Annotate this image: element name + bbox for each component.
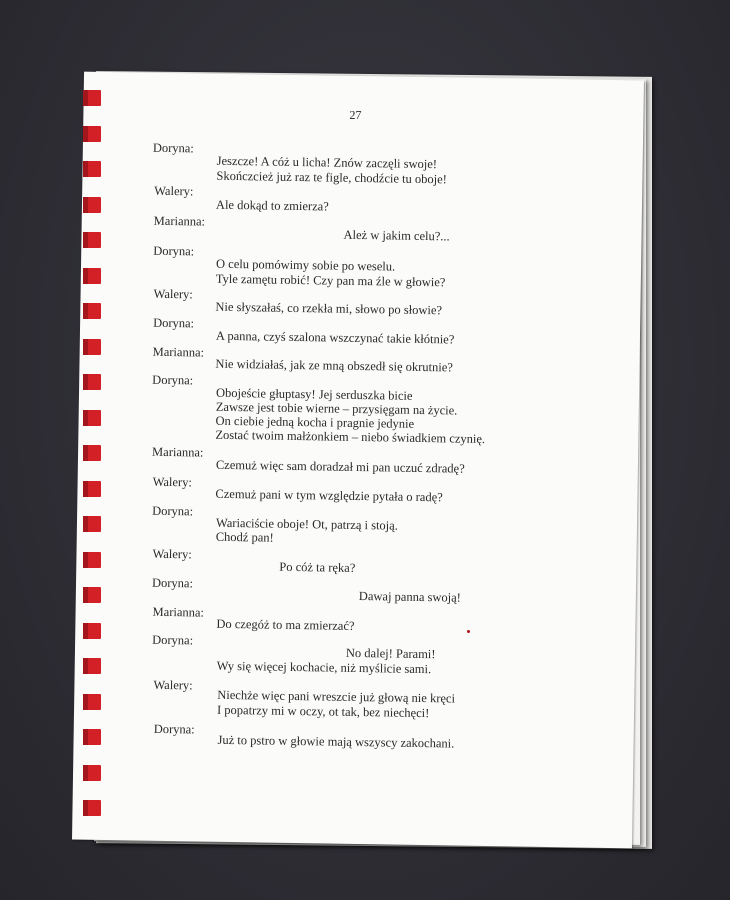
dialogue-line: Niechże więc pani wreszcie już głową nie kręci [217, 687, 456, 706]
dialogue-line: Ależ w jakim celu?... [343, 227, 450, 244]
dialogue-line: A panna, czyś szalona wszczynać takie kłótnie? [215, 328, 455, 347]
dialogue-line: Wy się więcej kochacie, niż myślicie sami. [216, 658, 432, 677]
dialogue-line: Ale dokąd to zmierza? [215, 197, 329, 214]
dialogue-line: Wariaciście oboje! Ot, patrzą i stoją. [215, 515, 398, 533]
dialogue-line: Po cóż ta ręka? [279, 559, 356, 575]
page-number: 27 [349, 107, 362, 123]
dialogue-line: Obojeście głuptasy! Jej serduszka bicie [215, 385, 413, 403]
dialogue-line: Zostać twoim małżonkiem – niebo świadkiem czynię. [215, 427, 486, 446]
dialogue-line: Chodź pan! [215, 529, 274, 545]
speaker-name: Walery: [152, 546, 192, 562]
speaker-name: Walery: [153, 677, 193, 693]
speaker-name: Walery: [154, 183, 194, 199]
dialogue-line: Tyle zamętu robić! Czy pan ma źle w głowie? [215, 271, 446, 290]
page-content [72, 72, 644, 849]
speaker-name: Walery: [152, 474, 193, 490]
speaker-name: Doryna: [152, 503, 194, 519]
dialogue-line: No dalej! Parami! [345, 645, 436, 662]
dialogue-line: On ciebie jedną kocha i pragnie jedynie [215, 413, 415, 431]
dialogue-line: Już to pstro w głowie mają wszyscy zakochani. [217, 732, 455, 751]
speaker-name: Marianna: [151, 444, 204, 460]
speaker-name: Doryna: [153, 243, 195, 259]
dialogue-line: Nie słyszałaś, co rzekła mi, słowo po słowie? [215, 299, 443, 318]
dialogue-line: I popatrzy mi w oczy, ot tak, bez niechęci! [216, 702, 430, 721]
speaker-name: Doryna: [152, 632, 194, 648]
speaker-name: Doryna: [151, 575, 194, 591]
dialogue-line: Czemuż więc sam doradzał mi pan uczuć zdradę? [215, 457, 465, 476]
dialogue-line: Czemuż pani w tym względzie pytała o radę? [215, 486, 443, 505]
speaker-name: Marianna: [152, 344, 205, 360]
dialogue-line: Zawsze jest tobie wierne – przysięgam na życie. [215, 399, 458, 418]
ink-speck [467, 630, 470, 633]
speaker-name: Marianna: [153, 213, 206, 229]
speaker-name: Marianna: [152, 604, 205, 620]
dialogue-line: Skończcież już raz te figle, chodźcie tu oboje! [216, 168, 447, 187]
dialogue-line: Dawaj panna swoją! [358, 589, 462, 605]
speaker-name: Doryna: [153, 315, 195, 331]
speaker-name: Doryna: [153, 721, 195, 737]
speaker-name: Doryna: [152, 372, 194, 388]
dialogue-line: O celu pomówimy sobie po weselu. [215, 256, 396, 274]
speaker-name: Walery: [153, 286, 193, 302]
dialogue-line: Jeszcze! A cóż u licha! Znów zaczęli swoje! [216, 153, 438, 172]
dialogue-line: Nie widziałaś, jak ze mną obszedł się okrutnie? [215, 356, 453, 375]
dialogue-line: Do czegóż to ma zmierzać? [216, 616, 355, 633]
speaker-name: Doryna: [152, 140, 194, 156]
